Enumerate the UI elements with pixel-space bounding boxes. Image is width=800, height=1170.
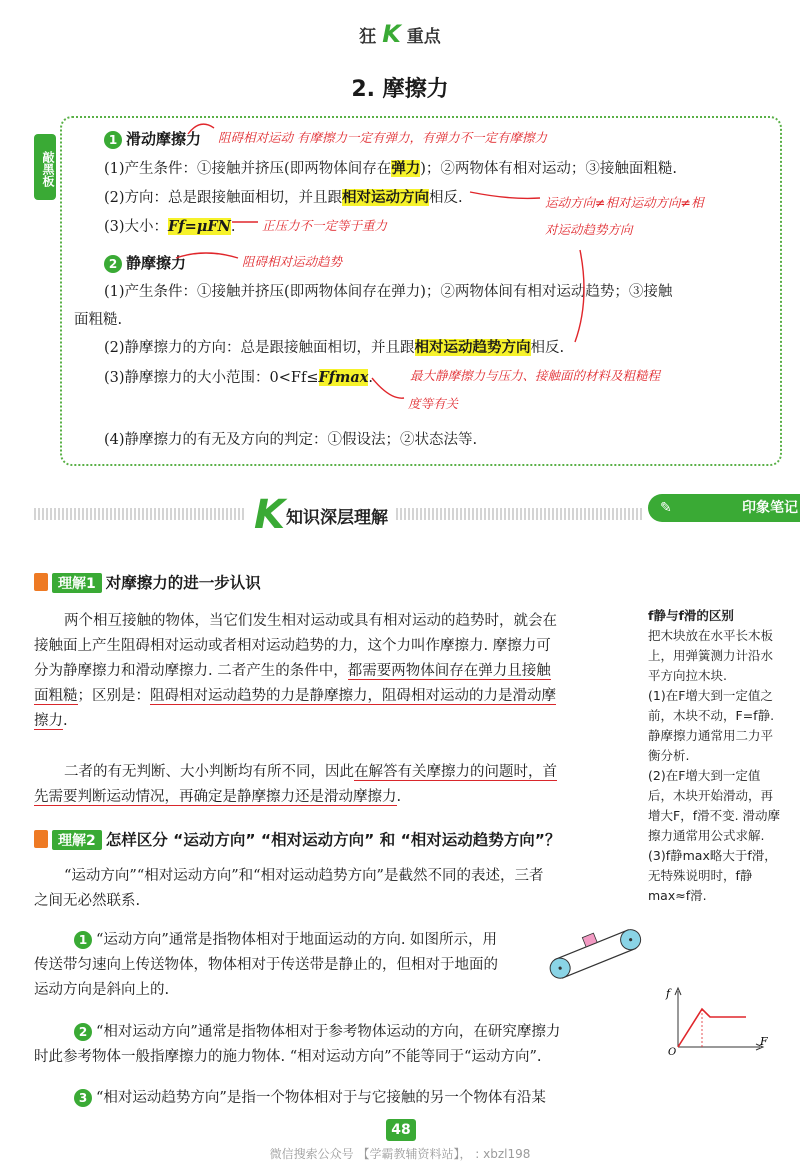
s2-direction: (2)静摩擦力的方向：总是跟接触面相切，并且跟相对运动趋势方向相反.: [104, 339, 565, 356]
s1-magnitude: (3)大小：Ff=μFN.: [104, 218, 236, 235]
hl-relative-motion-direction: 相对运动方向: [342, 189, 430, 206]
header-suffix: 重点: [406, 27, 441, 47]
sidebar-notes: [648, 606, 784, 906]
hl-max-static-friction: Ffmax: [318, 369, 369, 386]
u2-item-1-number: 1: [74, 931, 92, 949]
sec1-note: 阻碍相对运动 有摩擦力一定有弹力，有弹力不一定有摩擦力: [218, 130, 547, 145]
s1-direction-note-1: 运动方向≠相对运动方向≠相: [545, 195, 704, 210]
u2-item-2: 2 “相对运动方向”通常是指物体相对于参考物体运动的方向，在研究摩擦力 时此参考物体一般指摩擦力的施力物体. “相对运动方向”不能等同于“运动方向”.: [34, 1024, 561, 1065]
s2-range-note-1: 最大静摩擦力与压力、接触面的材料及粗糙程: [410, 368, 661, 383]
arrow-direction: [470, 192, 540, 198]
s1-direction: (2)方向：总是跟接触面相切，并且跟相对运动方向相反.: [104, 189, 463, 206]
divider-dots-right: [396, 508, 644, 520]
carried-block: [582, 933, 597, 947]
s2-condition-2: 面粗糙.: [74, 312, 123, 328]
u2-item-3-number: 3: [74, 1089, 92, 1107]
memo-icon: ✎: [660, 500, 672, 516]
sidebar-title: f静与f滑的区别: [648, 608, 734, 623]
u1-title: 对摩擦力的进一步认识: [105, 574, 261, 592]
u1-badge: 理解1: [52, 573, 102, 593]
page-number: 48: [386, 1119, 416, 1141]
s1-condition: (1)产生条件：①接触并挤压(即两物体间存在弹力)；②两物体有相对运动；③接触面粗糙.: [104, 160, 677, 177]
u2-badge: 理解2: [52, 830, 102, 850]
divider-dots-left: [34, 508, 246, 520]
sec1-number: 1: [104, 131, 122, 149]
header-k-logo: K: [382, 20, 401, 48]
conveyor-belt-figure: [545, 918, 645, 988]
s2-condition-1: (1)产生条件：①接触并挤压(即两物体间存在弹力)；②两物体间有相对运动趋势；③接触: [104, 284, 673, 300]
u1-heading: [34, 571, 261, 593]
header-prefix: 狂: [359, 27, 377, 47]
s2-judgement: (4)静摩擦力的有无及方向的判定：①假设法；②状态法等.: [104, 432, 478, 448]
graph-y-label: f: [666, 987, 671, 1000]
sidebar-para-2: (1)在F增大到一定值之前，木块不动，F=f静. 静摩擦力通常用二力平衡分析.: [648, 688, 775, 763]
sidebar-para-1: 把木块放在水平长木板上，用弹簧测力计沿水平方向拉木块.: [648, 628, 774, 683]
arrow-trend: [575, 250, 584, 342]
graph-origin: O: [668, 1047, 677, 1055]
s1-magnitude-note: 正压力不一定等于重力: [262, 218, 388, 233]
page-title: 2. 摩擦力: [351, 77, 449, 102]
u2-title: 怎样区分 “运动方向” “相对运动方向” 和 “相对运动趋势方向”？: [105, 831, 561, 849]
s2-range-note-2: 度等有关: [408, 396, 459, 411]
sec2-title: 静摩擦力: [126, 254, 187, 272]
s2-range: (3)静摩擦力的大小范围：0<Ff≤Ffmax.: [104, 369, 374, 386]
bookmark-icon: [34, 573, 48, 591]
bookmark-icon: [34, 830, 48, 848]
u1-paragraph-2: 二者的有无判断、大小判断均有所不同，因此在解答有关摩擦力的问题时，首 先需要判断运动情况，再确定是静摩擦力还是滑动摩擦力.: [34, 764, 557, 805]
u2-item-1: 1 “运动方向”通常是指物体相对于地面运动的方向. 如图所示，用 传送带匀速向上传送物体，物体相对于传送带是静止的，但相对于地面的 运动方向是斜向上的.: [34, 932, 498, 998]
u2-item-3: 3 “相对运动趋势方向”是指一个物体相对于与它接触的另一个物体有沿某: [34, 1086, 640, 1111]
s1-direction-note-2: 对运动趋势方向: [545, 222, 633, 237]
footer-watermark: 微信搜索公众号 【学霸教辅资料站】， : xbzl198: [269, 1147, 531, 1161]
arrow-sec2: [176, 253, 238, 258]
sec2-note: 阻碍相对运动趋势: [242, 254, 343, 269]
sec1-title: 滑动摩擦力: [126, 130, 202, 148]
sec2-number: 2: [104, 255, 122, 273]
annotation-arrows: [0, 0, 800, 470]
divider-title: 知识深层理解: [286, 508, 388, 528]
u1-paragraph-1: 两个相互接触的物体，当它们发生相对运动或具有相对运动的趋势时，就会在 接触面上产生阻碍相对运动或者相对运动趋势的力，这个力叫作摩擦力. 摩擦力可 分为静摩擦力和滑动摩擦力. 二者产生的条件中，都需要两物体间存在弹力且接触 面粗糙；区别是：阻碍相对运动趋势的力是静摩擦力，阻碍相对运动的力是滑动摩 擦力.: [34, 613, 557, 729]
hl-elastic-force: 弹力: [391, 160, 421, 177]
arrow-range: [372, 378, 404, 398]
section-divider: [34, 492, 798, 538]
arrow-sec1: [188, 124, 214, 134]
memo-label: ✎ 印象笔记: [648, 494, 800, 522]
divider-k-logo: K: [254, 492, 285, 538]
u2-item-2-number: 2: [74, 1023, 92, 1041]
graph-curve: [678, 1009, 746, 1047]
u2-heading: [34, 828, 560, 850]
sidebar-para-4: (3)f静max略大于f滑，无特殊说明时，f静max≈f滑.: [648, 848, 777, 903]
board-tag: 敲黑板: [34, 134, 56, 200]
sidebar-para-3: (2)在F增大到一定值后，木块开始滑动，再增大F，f滑不变. 滑动摩擦力通常用公式求解.: [648, 768, 781, 843]
graph-x-label: F: [760, 1035, 768, 1048]
u2-paragraph-1: “运动方向”“相对运动方向”和“相对运动趋势方向”是截然不同的表述，三者 之间无必然联系.: [34, 868, 544, 909]
friction-graph: [660, 985, 770, 1055]
hl-relative-trend-direction: 相对运动趋势方向: [414, 339, 531, 356]
hl-friction-formula: Ff=μFN: [168, 218, 231, 235]
